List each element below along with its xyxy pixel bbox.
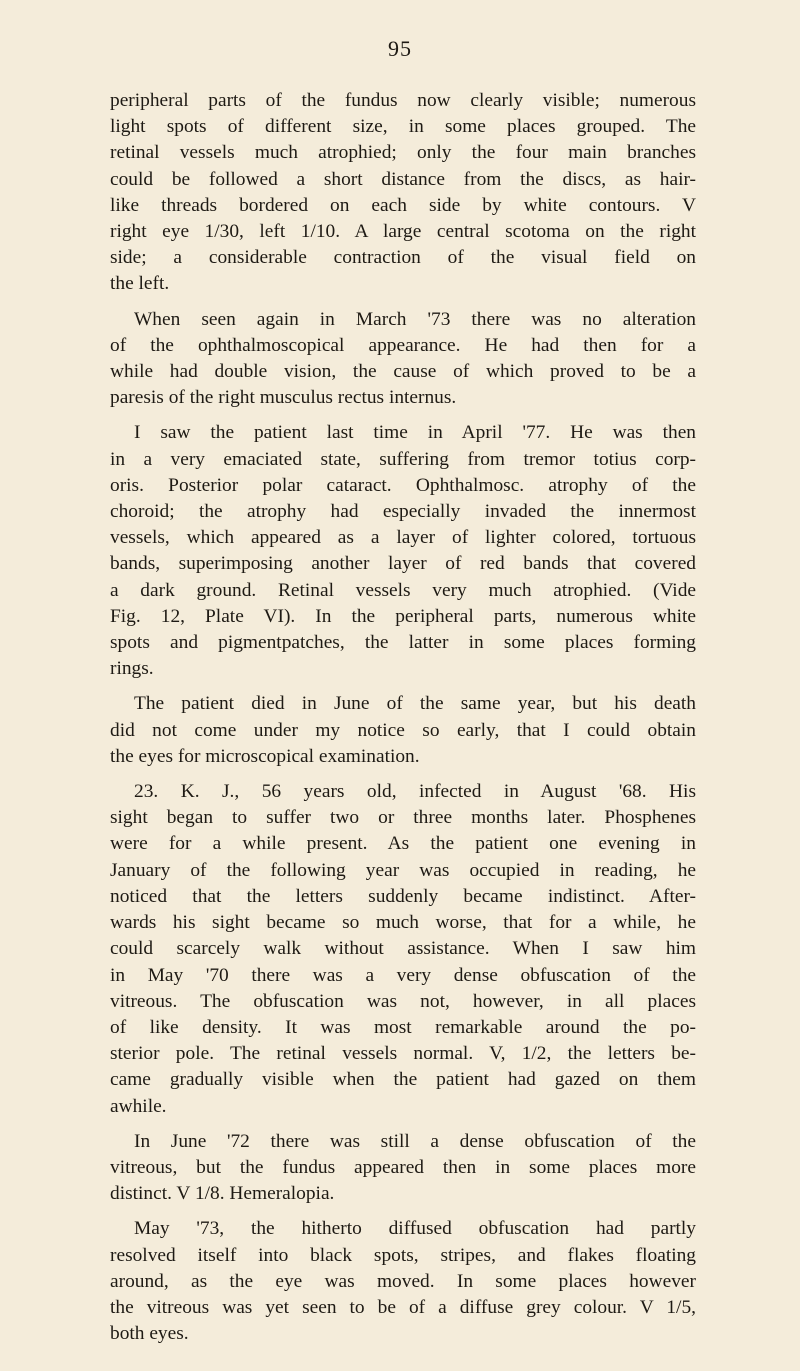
text-line: right eye 1/30, left 1/10. A large central scotoma on the right (110, 221, 696, 243)
page-number: 95 (388, 36, 412, 61)
paragraph-gap (110, 298, 696, 307)
text-line: noticed that the letters suddenly became indistinct. After- (110, 885, 696, 907)
paragraph (110, 420, 696, 682)
paragraph (110, 779, 696, 1120)
text-line: retinal vessels much atrophied; only the four main branches (110, 142, 696, 164)
text-line: the left. (110, 273, 170, 295)
text-line: a dark ground. Retinal vessels very much atrophied. (Vide (110, 579, 696, 601)
paragraph (110, 307, 696, 412)
text-line: vitreous. The obfuscation was not, however, in all places (110, 990, 696, 1012)
text-line: bands, superimposing another layer of red bands that covered (110, 553, 696, 575)
text-line: could be followed a short distance from the discs, as hair- (110, 168, 696, 190)
paragraph (110, 691, 696, 770)
text-line: in a very emaciated state, suffering from tremor totius corp- (110, 448, 696, 470)
paragraph (110, 1129, 696, 1208)
text-line: the vitreous was yet seen to be of a diffuse grey colour. V 1/5, (110, 1296, 696, 1318)
text-line: both eyes. (110, 1323, 189, 1345)
paragraph-gap (110, 770, 696, 779)
text-line: paresis of the right musculus rectus internus. (110, 387, 457, 409)
text-line: sight began to suffer two or three months later. Phosphenes (110, 807, 696, 829)
paragraph-gap (110, 1207, 696, 1216)
text-line: May '73, the hitherto diffused obfuscation had partly (134, 1218, 696, 1240)
text-line: of the ophthalmoscopical appearance. He had then for a (110, 334, 696, 356)
text-line: spots and pigmentpatches, the latter in some places forming (110, 632, 696, 654)
text-line: sterior pole. The retinal vessels normal. V, 1/2, the letters be- (110, 1043, 696, 1065)
text-line: side; a considerable contraction of the visual field on (110, 247, 696, 269)
text-line: The patient died in June of the same year, but his death (134, 693, 696, 715)
text-line: I saw the patient last time in April '77. He was then (134, 422, 696, 444)
text-line: while had double vision, the cause of which proved to be a (110, 361, 696, 383)
text-line: In June '72 there was still a dense obfuscation of the (134, 1130, 696, 1152)
text-line: could scarcely walk without assistance. When I saw him (110, 938, 696, 960)
paragraph (110, 88, 696, 298)
text-line: peripheral parts of the fundus now clearly visible; numerous (110, 90, 696, 111)
text-line: When seen again in March '73 there was no alteration (134, 308, 696, 330)
text-line: came gradually visible when the patient had gazed on them (110, 1069, 696, 1091)
paragraph (110, 1216, 696, 1347)
body-text (110, 88, 696, 1347)
text-line: distinct. V 1/8. Hemeralopia. (110, 1183, 335, 1205)
paragraph-gap (110, 411, 696, 420)
text-line: of like density. It was most remarkable around the po- (110, 1016, 696, 1038)
text-line: awhile. (110, 1095, 167, 1117)
paragraph-gap (110, 1120, 696, 1129)
text-line: in May '70 there was a very dense obfuscation of the (110, 964, 696, 986)
text-line: like threads bordered on each side by white contours. V (110, 194, 696, 216)
text-line: around, as the eye was moved. In some places however (110, 1270, 696, 1292)
text-line: Fig. 12, Plate VI). In the peripheral parts, numerous white (110, 605, 696, 627)
text-line: were for a while present. As the patient one evening in (110, 833, 696, 855)
text-line: the eyes for microscopical examination. (110, 745, 420, 767)
paragraph-gap (110, 682, 696, 691)
text-line: vitreous, but the fundus appeared then in some places more (110, 1156, 696, 1178)
text-line: 23. K. J., 56 years old, infected in August '68. His (134, 781, 696, 803)
text-line: choroid; the atrophy had especially invaded the innermost (110, 501, 696, 523)
text-line: January of the following year was occupied in reading, he (110, 859, 696, 881)
text-line: did not come under my notice so early, that I could obtain (110, 719, 696, 741)
text-line: wards his sight became so much worse, that for a while, he (110, 912, 696, 934)
text-line: resolved itself into black spots, stripes, and flakes floating (110, 1244, 696, 1266)
text-line: oris. Posterior polar cataract. Ophthalmosc. atrophy of the (110, 474, 696, 496)
text-line: light spots of different size, in some places grouped. The (110, 116, 696, 138)
text-line: vessels, which appeared as a layer of lighter colored, tortuous (110, 527, 696, 549)
text-line: rings. (110, 658, 154, 680)
